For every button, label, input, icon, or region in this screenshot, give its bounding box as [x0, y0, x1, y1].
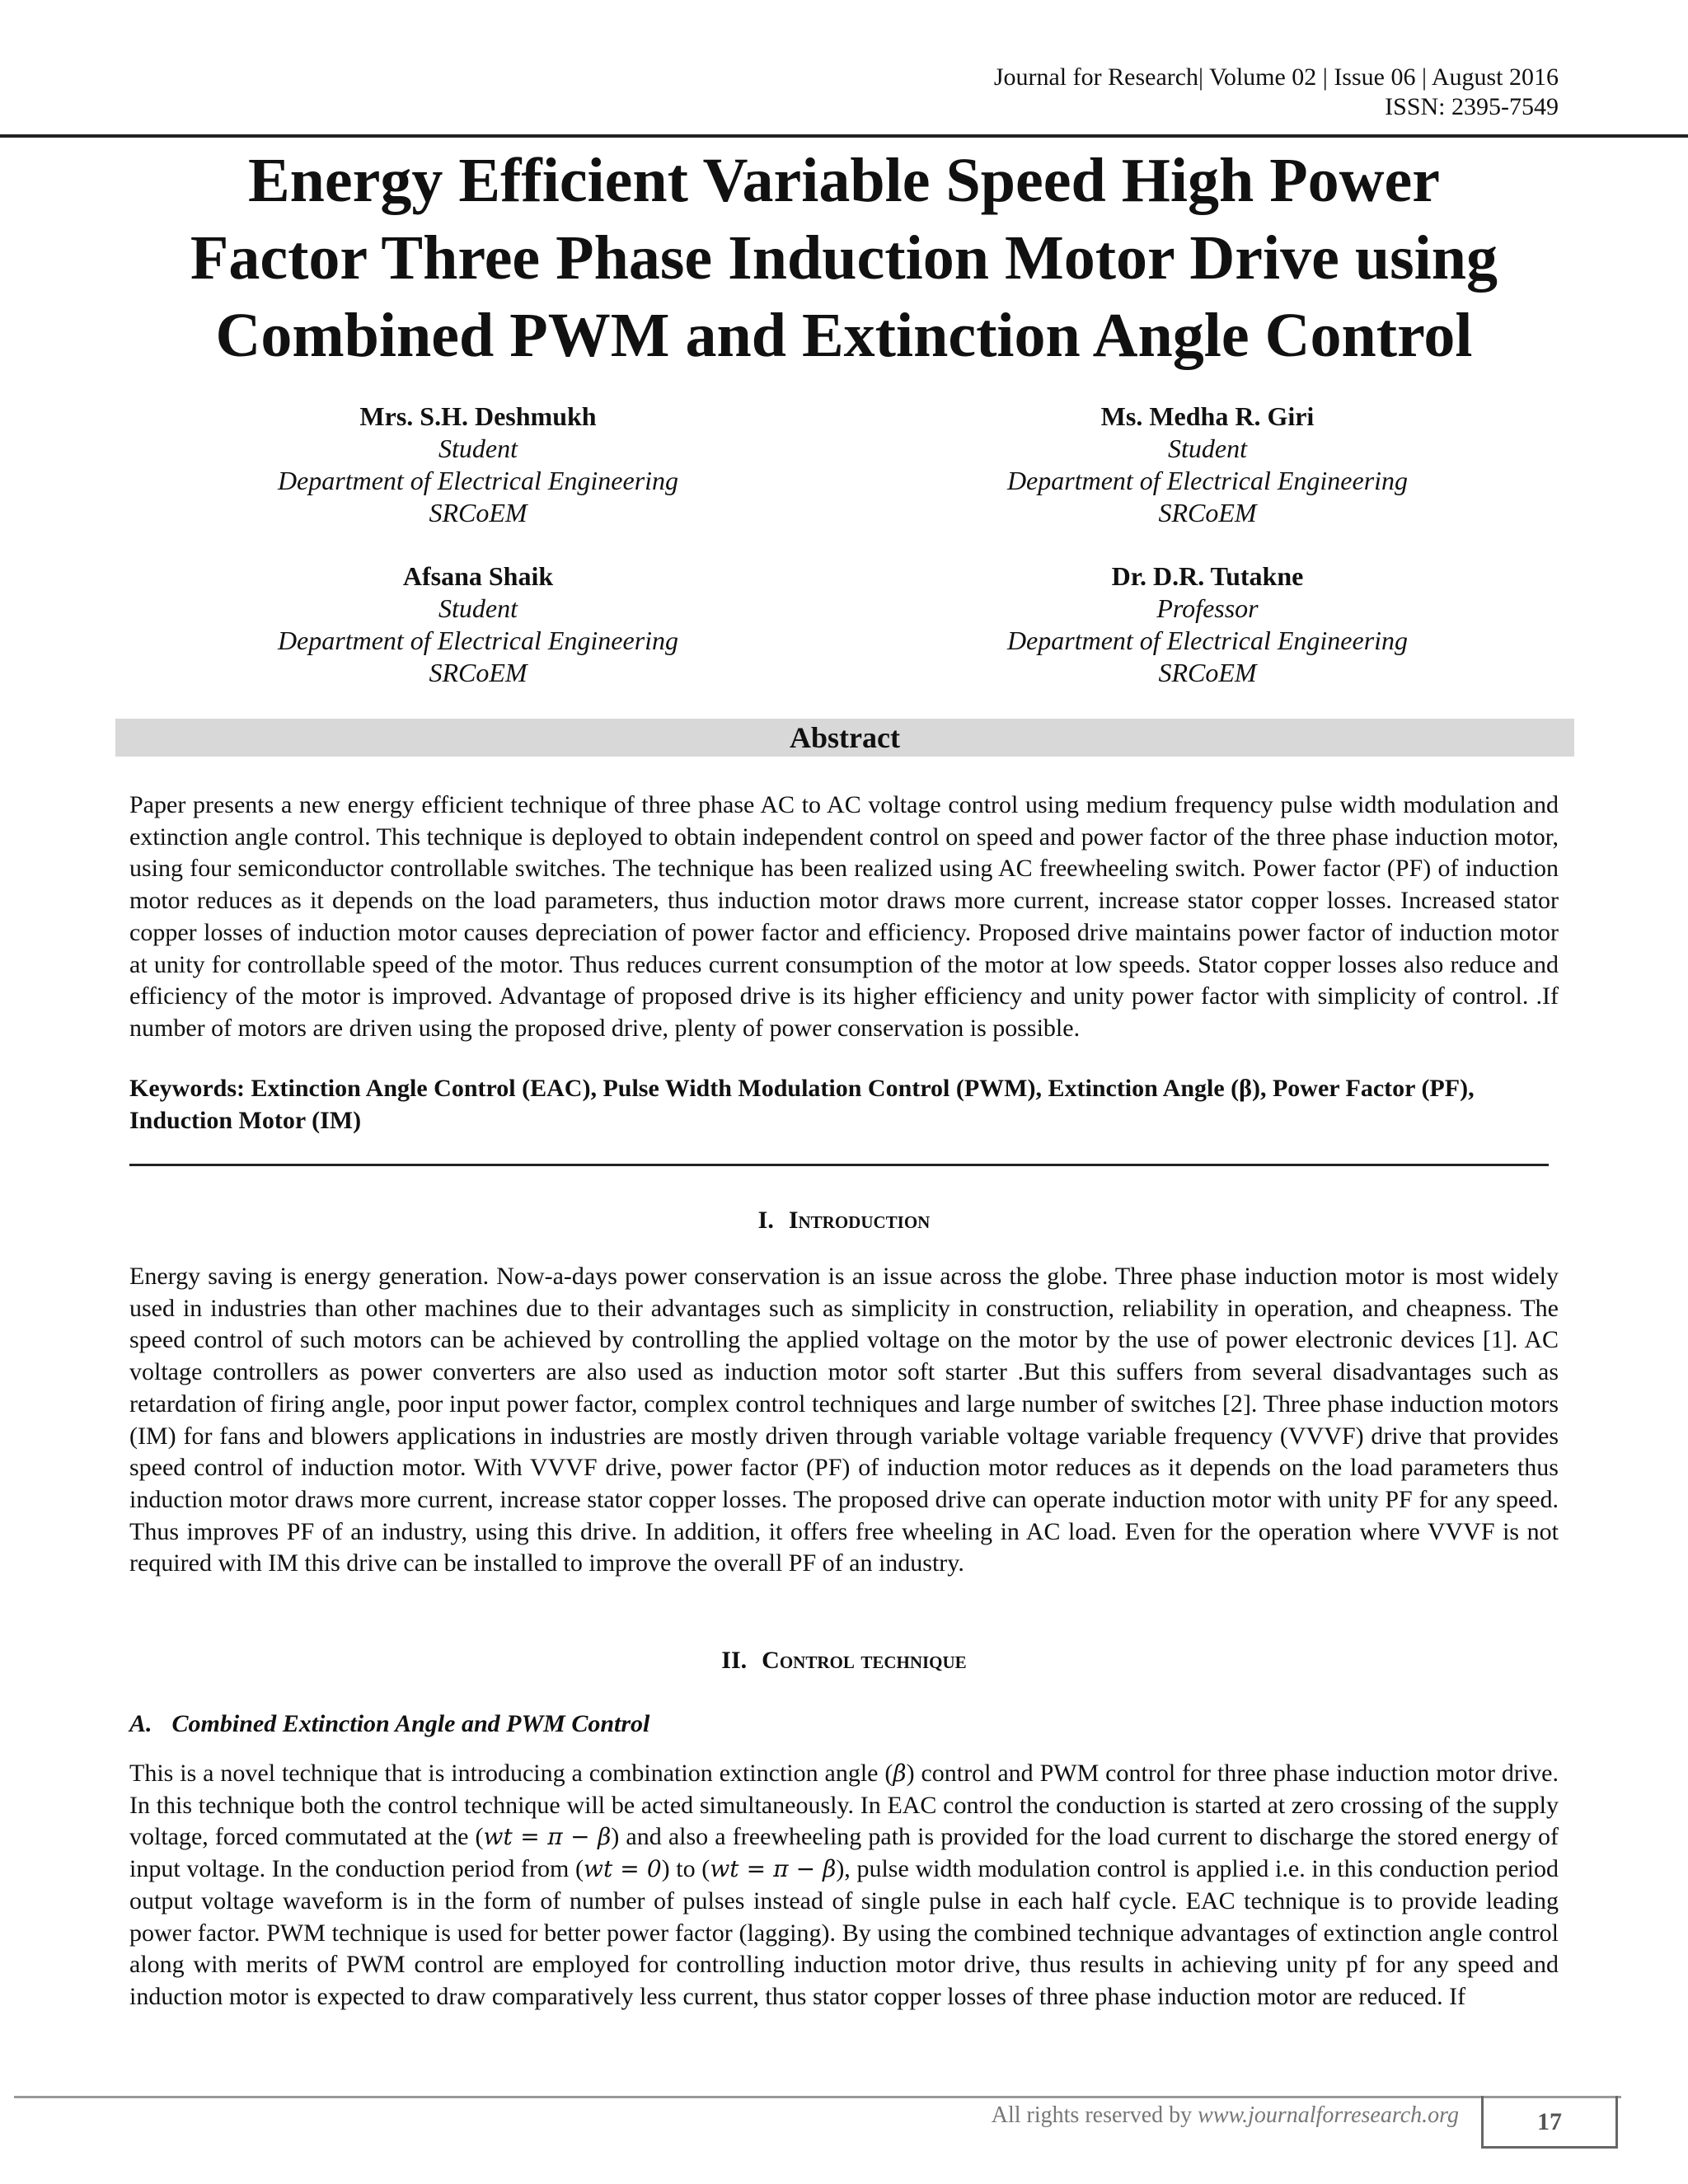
author-institution: SRCoEM: [1158, 498, 1257, 527]
header-rule: [0, 134, 1688, 138]
section-title: Introduction: [788, 1207, 931, 1234]
issn: ISSN: 2395-7549: [1385, 93, 1559, 120]
journal-line: Journal for Research| Volume 02 | Issue 06 | August 2016: [993, 63, 1559, 91]
author-role: Student: [438, 593, 518, 623]
title-line-2: Factor Three Phase Induction Motor Drive using: [190, 223, 1498, 293]
author-department: Department of Electrical Engineering: [277, 466, 679, 495]
journal-header: [994, 63, 1559, 122]
keywords: Keywords: Extinction Angle Control (EAC), Pulse Width Modulation Control (PWM), Extinction Angle (β), Power Factor (PF), Induction Motor (IM): [129, 1075, 1475, 1134]
author-role: Student: [438, 434, 518, 463]
author-institution: SRCoEM: [429, 498, 528, 527]
subsection-letter: A.: [129, 1710, 152, 1737]
section-heading-introduction: [129, 1205, 1559, 1236]
section-number: I.: [757, 1207, 774, 1234]
title-line-1: Energy Efficient Variable Speed High Power: [247, 146, 1441, 215]
abstract-heading: Abstract: [115, 719, 1574, 757]
section-title: Control technique: [762, 1647, 967, 1674]
author-name: Mrs. S.H. Deshmukh: [359, 401, 597, 431]
text-run: ) control and PWM control for three phase induction motor drive. In this technique both the control technique will be acted simultaneously. In EAC control the conduction is started at zero crossing of the supply voltage, forced commutated at the (: [129, 1760, 1559, 1851]
author-block: [148, 560, 808, 689]
subsection-title: Combined Extinction Angle and PWM Control: [171, 1710, 650, 1737]
author-department: Department of Electrical Engineering: [1006, 626, 1409, 655]
paper-title: [82, 142, 1606, 374]
author-role: Student: [1168, 434, 1247, 463]
introduction-text: Energy saving is energy generation. Now-a-days power conservation is an issue across the globe. Three phase induction motor is most widely used in industries than other machines due to their advantages such as simplicity in construction, reliability in operation, and cheapness. The speed control of such motors can be achieved by controlling the applied voltage on the motor by the use of power electronic devices [1]. AC voltage controllers as power converters are also used as induction motor soft starter .But this suffers from several disadvantages such as retardation of firing angle, poor input power factor, complex control techniques and large number of switches [2]. Three phase induction motors (IM) for fans and blowers applications in industries are mostly driven through variable voltage variable frequency (VVVF) drive that provides speed control of induction motor. With VVVF drive, power factor (PF) of induction motor reduces as it depends on the load parameters thus induction motor draws more current, increase stator copper losses. The proposed drive can operate induction motor with unity PF for any speed. Thus improves PF of an industry, using this drive. In addition, it offers free wheeling in AC load. Even for the operation where VVVF is not required with IM this drive can be installed to improve the overall PF of an industry.: [129, 1263, 1559, 1577]
text-run: ) and also a freewheeling path is provided for the load current to discharge the stored energy of input voltage. In the conduction period from (: [129, 1823, 1559, 1883]
author-name: Ms. Medha R. Giri: [1100, 401, 1315, 431]
title-line-3: Combined PWM and Extinction Angle Control: [215, 301, 1473, 370]
section-heading-control-technique: [129, 1645, 1559, 1676]
abstract-text: Paper presents a new energy efficient technique of three phase AC to AC voltage control using medium frequency pulse width modulation and extinction angle control. This technique is deployed to obtain independent control on speed and power factor of the three phase induction motor, using four semiconductor controllable switches. The technique has been realized using AC freewheeling switch. Power factor (PF) of induction motor reduces as it depends on the load parameters, thus induction motor draws more current, increase stator copper losses. Increased stator copper losses of induction motor causes depreciation of power factor and efficiency. Proposed drive maintains power factor of induction motor at unity for controllable speed of the motor. Thus reduces current consumption of the motor at low speeds. Stator copper losses also reduce and efficiency of the motor is improved. Advantage of proposed drive is its higher efficiency and unity power factor with simplicity of control. .If number of motors are driven using the proposed drive, plenty of power conservation is possible.: [129, 791, 1559, 1042]
equation: wt = 0: [584, 1855, 662, 1883]
author-department: Department of Electrical Engineering: [277, 626, 679, 655]
page-number: 17: [1537, 2108, 1562, 2135]
subsection-heading: [129, 1708, 649, 1740]
equation: wt = π − β: [710, 1855, 837, 1883]
author-institution: SRCoEM: [429, 658, 528, 687]
text-run: ), pulse width modulation control is applied i.e. in this conduction period output voltage waveform is in the form of number of pulses instead of single pulse in each half cycle. EAC technique is to provide leading power factor. PWM technique is used for better power factor (lagging). By using the combined technique advantages of extinction angle control along with merits of PWM control are employed for controlling induction motor drive, thus results in achieving unity pf for any speed and induction motor is expected to draw comparatively less current, thus stator copper losses of three phase induction motor are reduced. If: [129, 1855, 1559, 2010]
author-block: [878, 560, 1537, 689]
author-institution: SRCoEM: [1158, 658, 1257, 687]
rights-prefix: All rights reserved by: [991, 2102, 1198, 2128]
footer-rule: [14, 2096, 1621, 2098]
equation: wt = π − β: [483, 1823, 612, 1851]
author-block: [148, 401, 808, 529]
text-run: This is a novel technique that is introducing a combination extinction angle (: [129, 1760, 893, 1787]
footer-site-link[interactable]: www.journalforresearch.org: [1198, 2102, 1459, 2128]
text-run: ) to (: [661, 1855, 710, 1883]
footer-rights: [992, 2102, 1459, 2129]
author-block: [878, 401, 1537, 529]
author-role: Professor: [1156, 593, 1259, 623]
author-name: Afsana Shaik: [402, 561, 554, 591]
section-number: II.: [721, 1647, 748, 1674]
author-name: Dr. D.R. Tutakne: [1111, 561, 1304, 591]
beta-symbol: β: [893, 1760, 907, 1787]
author-department: Department of Electrical Engineering: [1006, 466, 1409, 495]
keywords-rule: [129, 1164, 1549, 1166]
control-technique-text: [129, 1758, 1559, 2013]
